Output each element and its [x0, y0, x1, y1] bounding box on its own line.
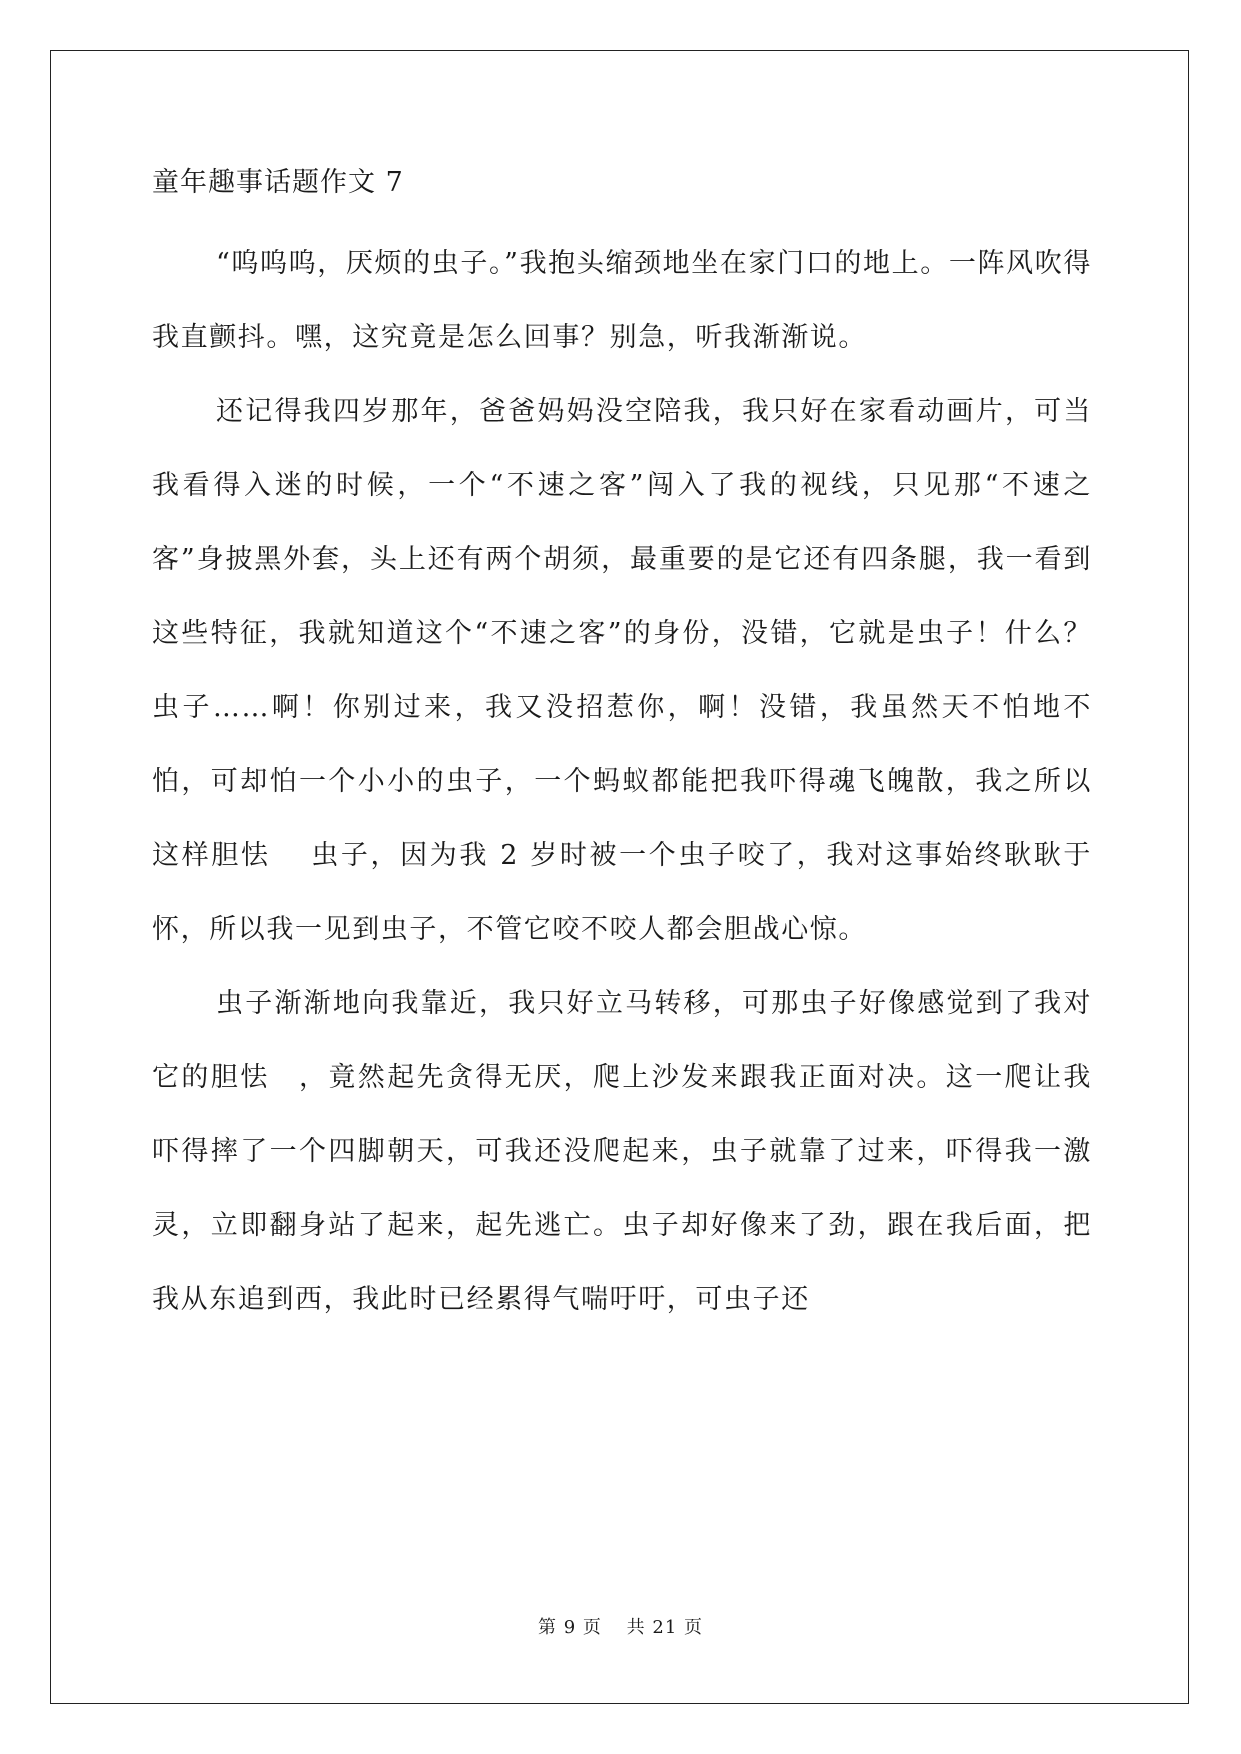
document-title: 童年趣事话题作文 7	[152, 167, 404, 198]
paragraph-3: 虫子渐渐地向我靠近，我只好立马转移，可那虫子好像感觉到了我对它的胆怯 ，竟然起先贪得无厌，爬上沙发来跟我正面对决。这一爬让我吓得摔了一个四脚朝天，可我还没爬起来，虫子就靠了过来，吓得我一激灵，立即翻身站了起来，起先逃亡。虫子却好像来了劲，跟在我后面，把我从东追到西，我此时已经累得气喘吁吁，可虫子还	[152, 988, 1092, 1315]
page-total: 共 21 页	[626, 1617, 703, 1638]
paragraph-1: “呜呜呜，厌烦的虫子。”我抱头缩颈地坐在家门口的地上。一阵风吹得我直颤抖。嘿，这究竟是怎么回事？别急，听我渐渐说。	[152, 248, 1092, 353]
page-footer	[0, 1613, 1241, 1639]
paragraph-2: 还记得我四岁那年，爸爸妈妈没空陪我，我只好在家看动画片，可当我看得入迷的时候，一个“不速之客”闯入了我的视线，只见那“不速之客”身披黑外套，头上还有两个胡须，最重要的是它还有四条腿，我一看到这些特征，我就知道这个“不速之客”的身份，没错，它就是虫子！什么？虫子……啊！你别过来，我又没招惹你，啊！没错，我虽然天不怕地不怕，可却怕一个小小的虫子，一个蚂蚁都能把我吓得魂飞魄散，我之所以这样胆怯 虫子，因为我 2 岁时被一个虫子咬了，我对这事始终耿耿于怀，所以我一见到虫子，不管它咬不咬人都会胆战心惊。	[152, 396, 1092, 945]
document-body	[152, 165, 1092, 1337]
page-number: 第 9 页	[538, 1617, 602, 1638]
